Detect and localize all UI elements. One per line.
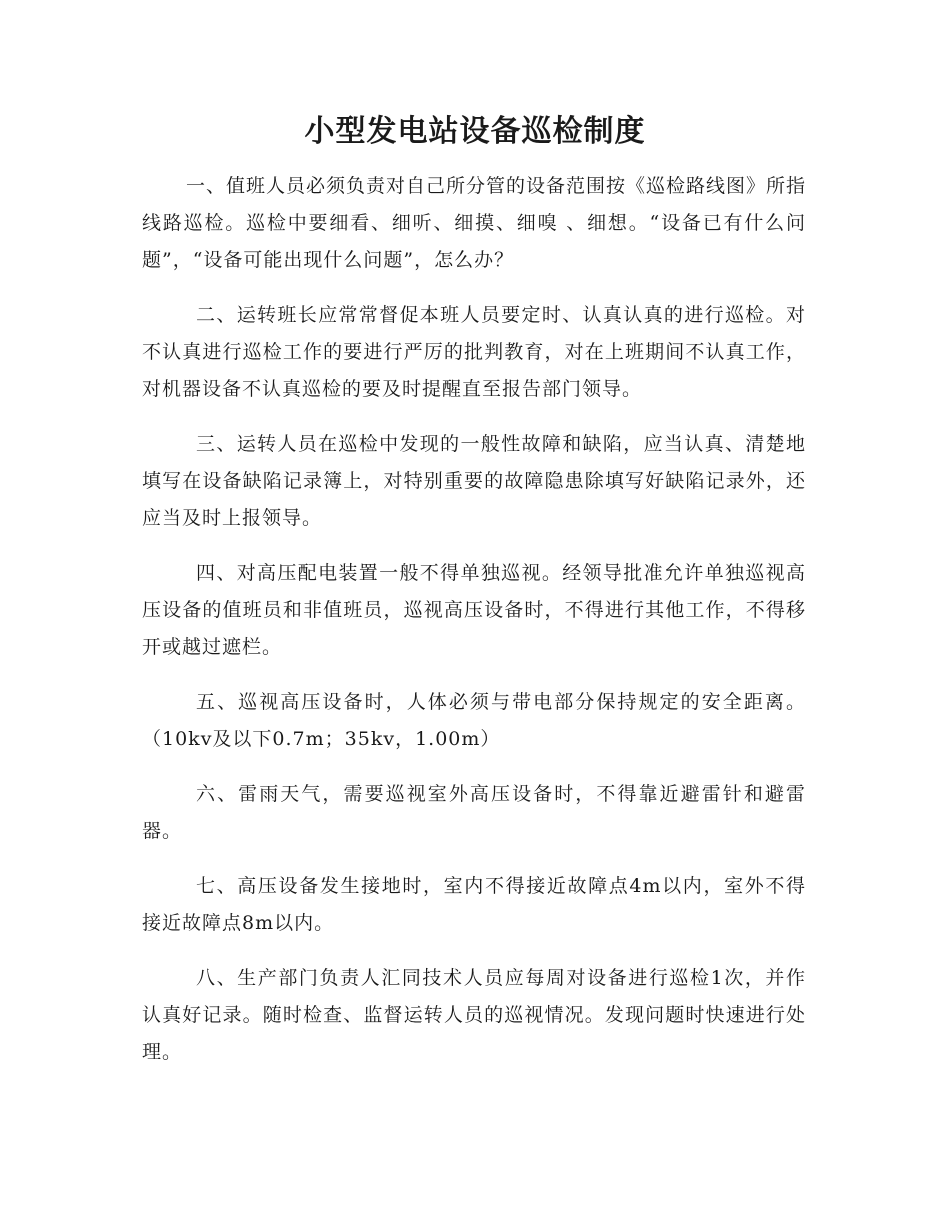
paragraph-7: 七、高压设备发生接地时，室内不得接近故障点4m以内，室外不得接近故障点8m以内。 (142, 875, 806, 934)
paragraph-1: 一、值班人员必须负责对自己所分管的设备范围按《巡检路线图》所指线路巡检。巡检中要细看、细听、细摸、细嗅 、细想。“设备已有什么问题”，“设备可能出现什么问题”，怎么办？ (142, 175, 807, 271)
paragraph-5: 五、巡视高压设备时，人体必须与带电部分保持规定的安全距离。（10kv及以下0.7m；35kv，1.00m） (142, 691, 806, 750)
paragraph-4: 四、对高压配电装置一般不得单独巡视。经领导批准允许单独巡视高压设备的值班员和非值班员，巡视高压设备时，不得进行其他工作，不得移开或越过遮栏。 (142, 562, 806, 658)
paragraph-3: 三、运转人员在巡检中发现的一般性故障和缺陷，应当认真、清楚地填写在设备缺陷记录簿上，对特别重要的故障隐患除填写好缺陷记录外，还应当及时上报领导。 (142, 433, 806, 529)
paragraph-2: 二、运转班长应常常督促本班人员要定时、认真认真的进行巡检。对不认真进行巡检工作的要进行严厉的批判教育，对在上班期间不认真工作，对机器设备不认真巡检的要及时提醒直至报告部门领导。 (142, 304, 806, 400)
paragraph-6: 六、雷雨天气，需要巡视室外高压设备时，不得靠近避雷针和避雷器。 (142, 783, 806, 842)
document-body (142, 168, 806, 1071)
document-title: 小型发电站设备巡检制度 (304, 114, 646, 149)
paragraph-8: 八、生产部门负责人汇同技术人员应每周对设备进行巡检1次，并作认真好记录。随时检查、监督运转人员的巡视情况。发现问题时快速进行处理。 (142, 967, 806, 1063)
